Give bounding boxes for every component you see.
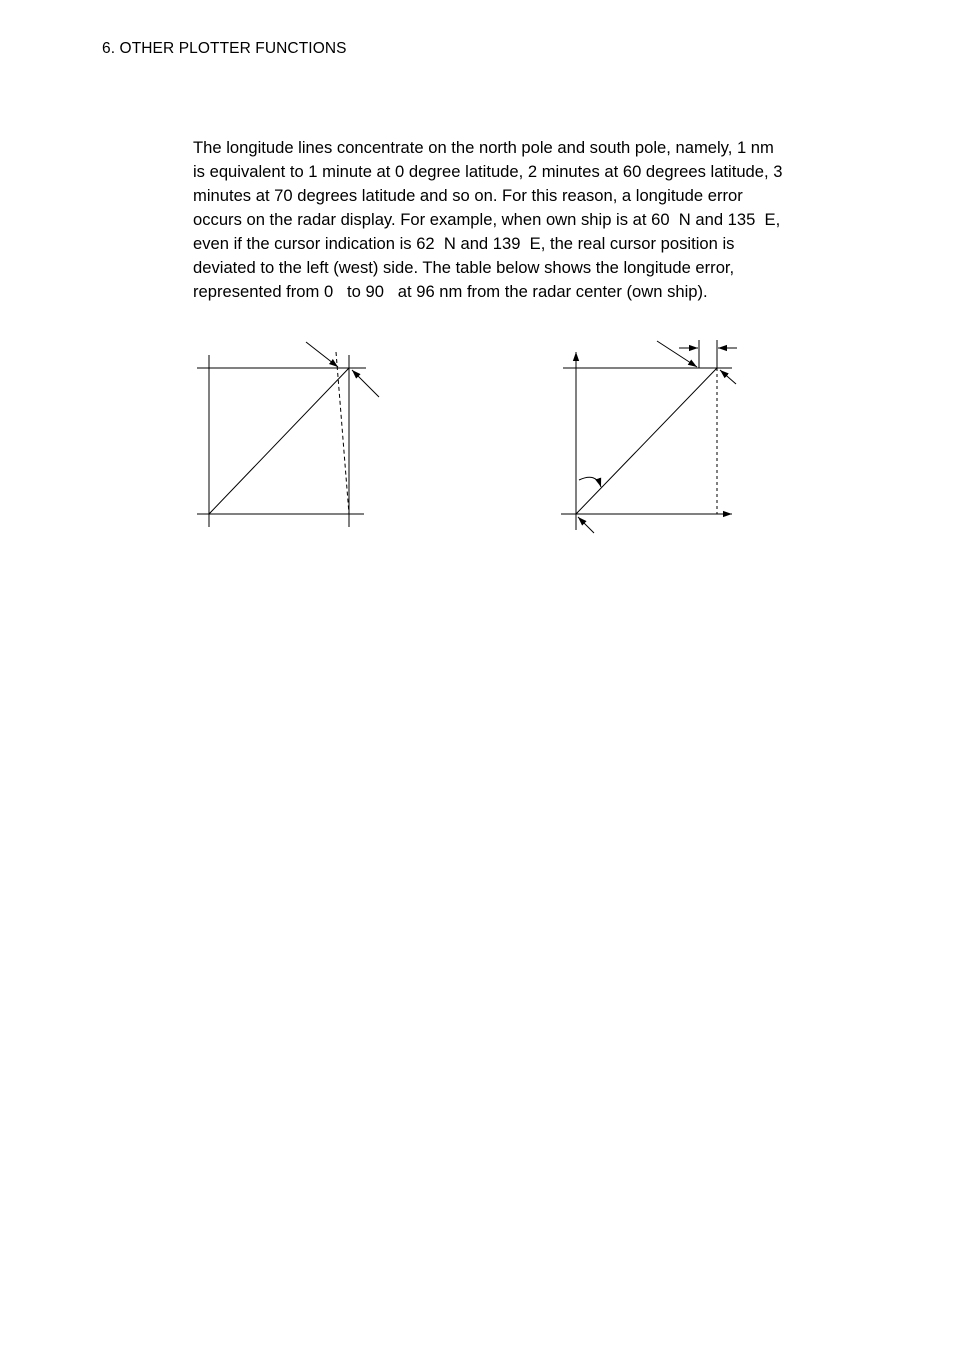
right-diagram xyxy=(561,340,737,533)
running-header: 6. OTHER PLOTTER FUNCTIONS xyxy=(102,40,347,57)
paragraph-line: represented from 0 to 90 at 96 nm from the radar center (own ship). xyxy=(193,282,708,301)
left-pointer-arrow-top xyxy=(306,342,338,367)
left-diagonal xyxy=(209,368,349,514)
right-pointer-arrow-corner xyxy=(720,370,736,384)
right-diagonal xyxy=(576,368,717,514)
paragraph-line: occurs on the radar display. For example, when own ship is at 60 N and 135 E, xyxy=(193,210,781,229)
paragraph-line: The longitude lines concentrate on the north pole and south pole, namely, 1 nm xyxy=(193,138,774,157)
left-dashed-true-meridian xyxy=(336,352,349,514)
paragraph-line: minutes at 70 degrees latitude and so on. For this reason, a longitude error xyxy=(193,186,743,205)
right-bearing-angle-arc xyxy=(579,477,601,487)
paragraph-line: even if the cursor indication is 62 N and 139 E, the real cursor position is xyxy=(193,234,735,253)
left-pointer-arrow-right xyxy=(352,370,379,397)
left-diagram xyxy=(197,342,379,527)
right-pointer-arrow-origin xyxy=(578,517,594,533)
paragraph-line: deviated to the left (west) side. The table below shows the longitude error, xyxy=(193,258,735,277)
body-paragraph xyxy=(193,136,873,304)
right-pointer-arrow-top xyxy=(657,341,697,367)
paragraph-line: is equivalent to 1 minute at 0 degree latitude, 2 minutes at 60 degrees latitude, 3 xyxy=(193,162,783,181)
